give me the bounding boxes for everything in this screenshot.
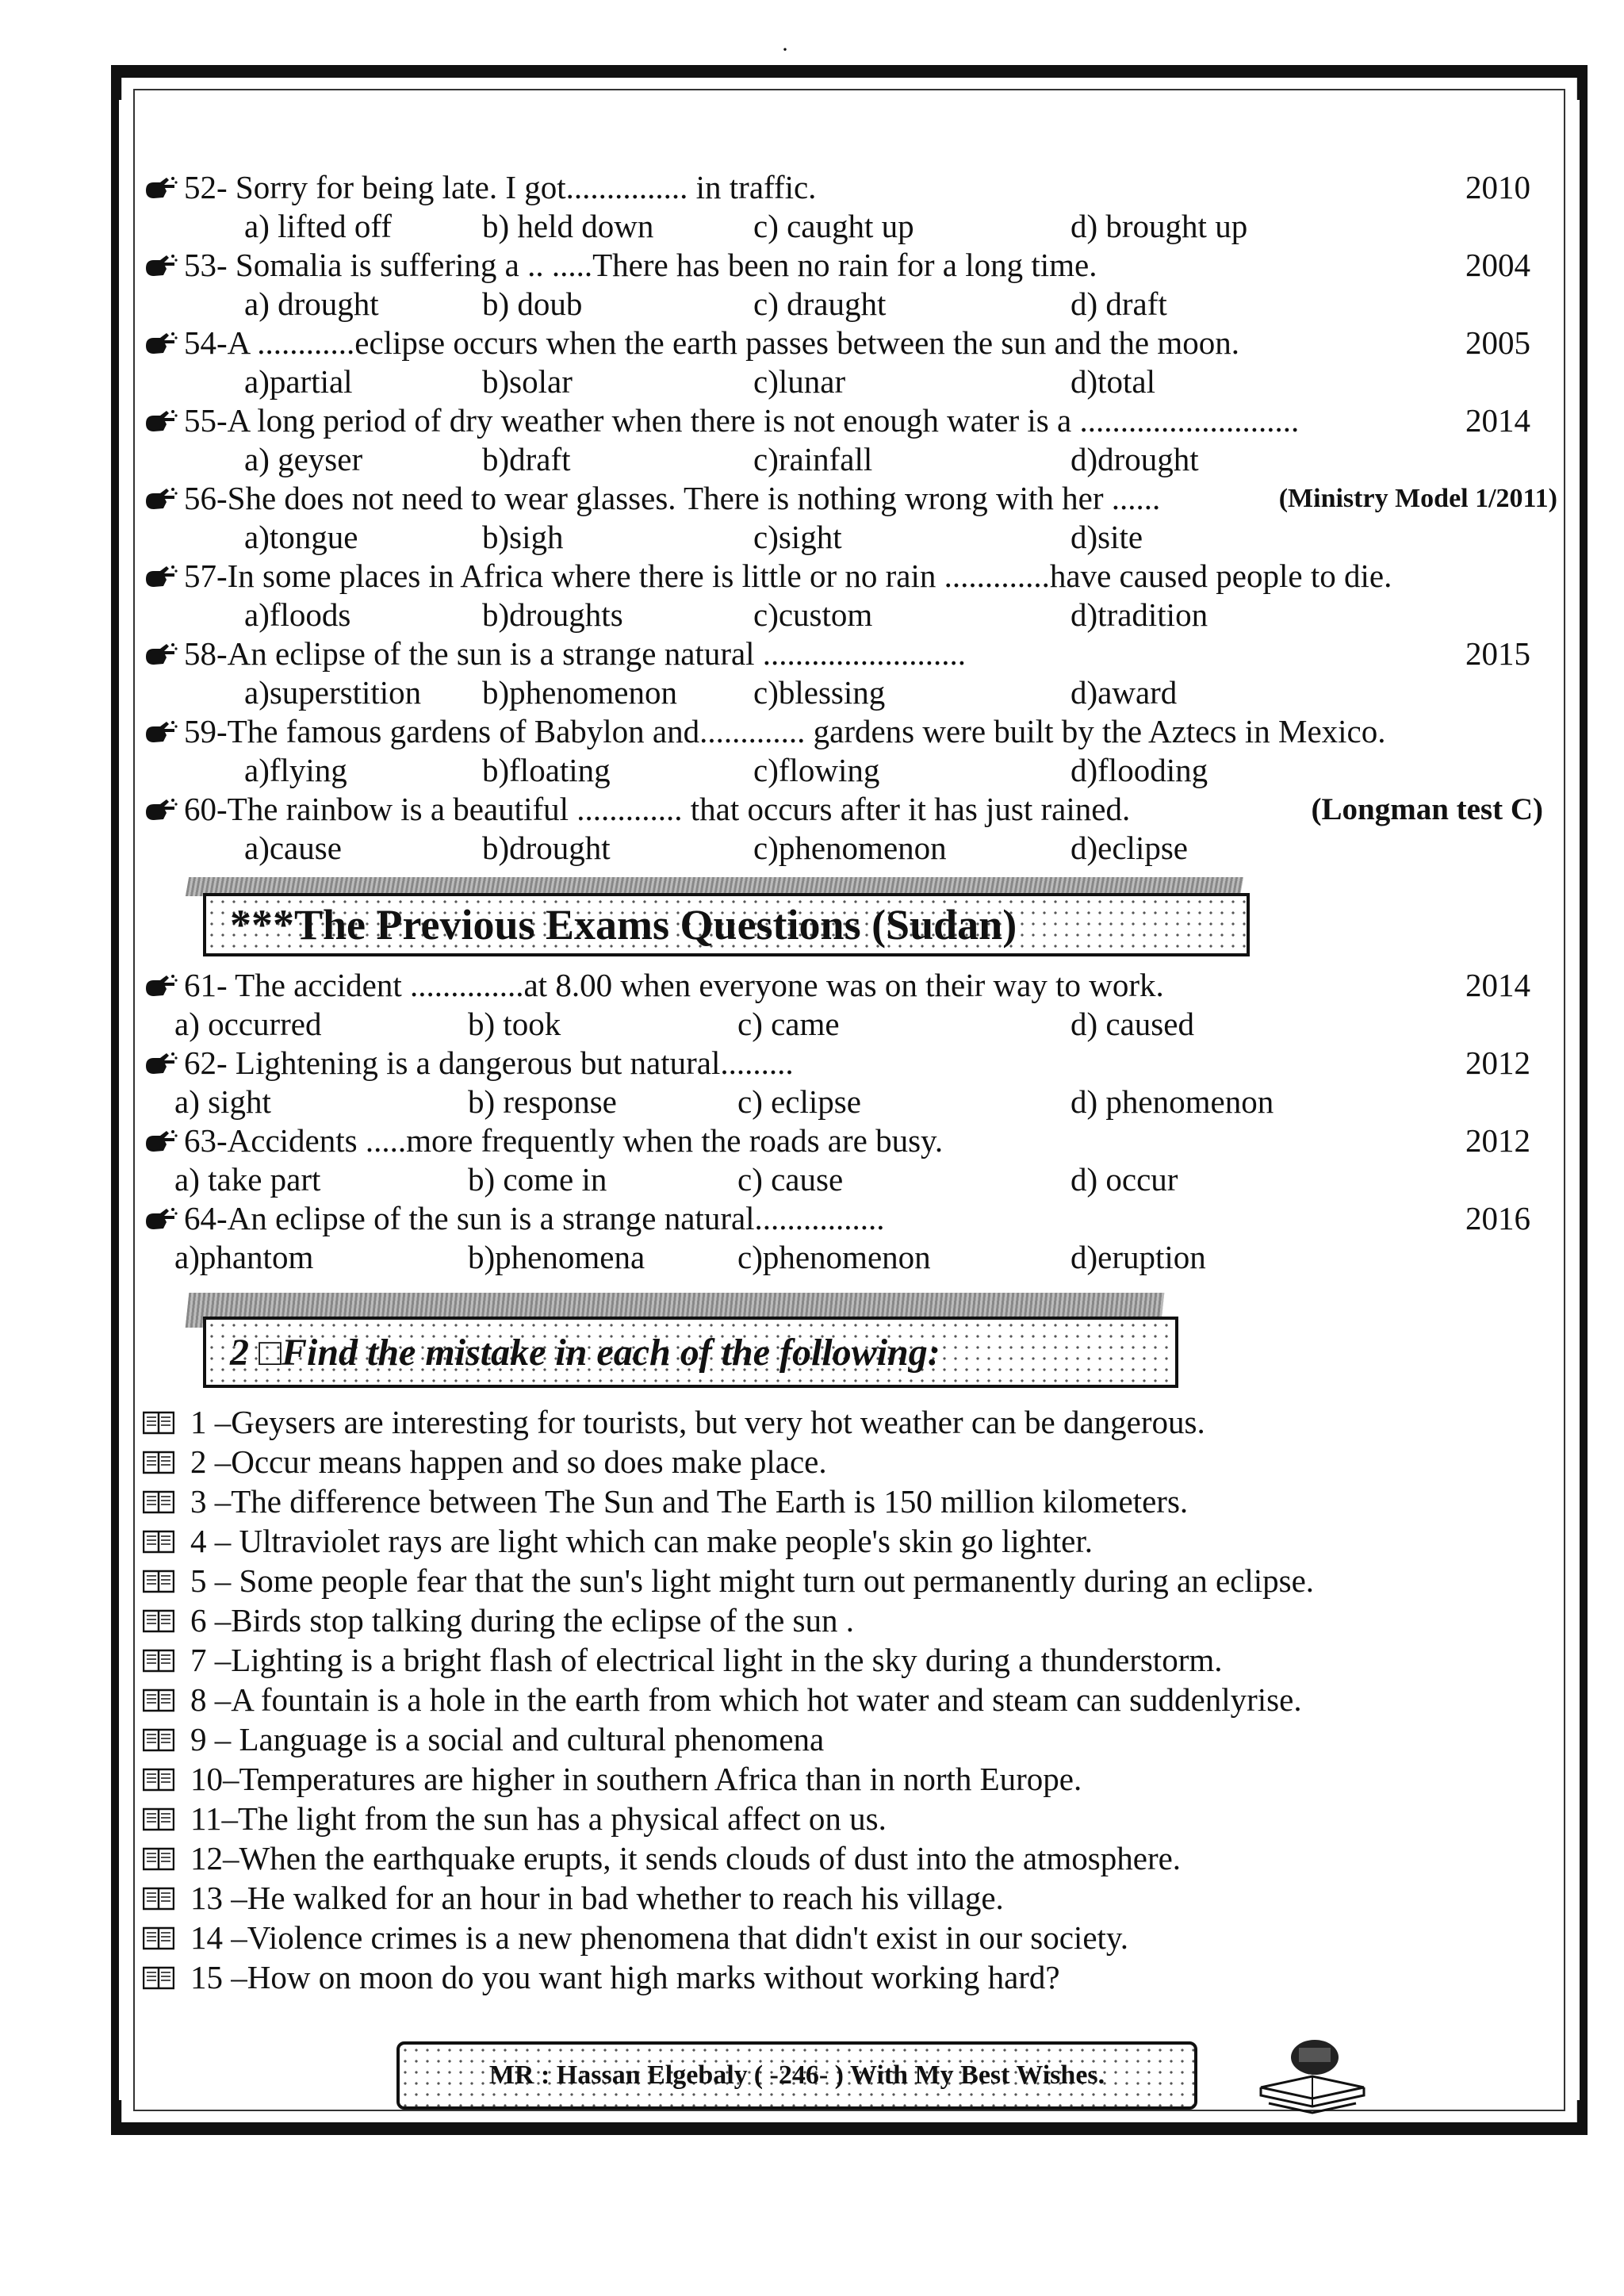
options-row	[143, 440, 1562, 479]
options-row	[143, 1083, 1562, 1121]
answer-option: c)lunar	[753, 363, 846, 400]
answer-option: d) draft	[1071, 286, 1167, 322]
answer-option: d)drought	[1071, 441, 1199, 477]
mistake-item	[143, 1719, 1562, 1759]
answer-option: c)blessing	[753, 674, 886, 711]
answer-option: b)phenomena	[468, 1239, 645, 1275]
pointing-hand-icon	[143, 408, 178, 435]
question-line	[143, 557, 1562, 596]
open-book-icon	[143, 1609, 174, 1633]
answer-option: c)sight	[753, 519, 842, 555]
answer-option: b)drought	[482, 830, 611, 866]
mistake-item	[143, 1442, 1562, 1481]
footer-wishes: With My Best Wishes.	[849, 2060, 1105, 2090]
footer-banner	[396, 2041, 1197, 2110]
answer-option: a)cause	[244, 830, 342, 866]
mistake-text: 11–The light from the sun has a physical affect on us.	[190, 1800, 887, 1837]
question-text: 64-An eclipse of the sun is a strange natural................	[184, 1200, 885, 1236]
pointing-hand-icon	[143, 719, 178, 746]
open-book-icon	[143, 1887, 174, 1911]
mistake-item	[143, 1878, 1562, 1918]
mistake-item	[143, 1521, 1562, 1561]
answer-option: a) sight	[174, 1083, 271, 1120]
answer-option: d)eclipse	[1071, 830, 1188, 866]
question-line	[143, 324, 1562, 362]
open-book-icon	[143, 1807, 174, 1831]
question-year: 2012	[1465, 1045, 1530, 1081]
mistake-text: 10–Temperatures are higher in southern Africa than in north Europe.	[190, 1761, 1082, 1797]
pointing-hand-icon	[143, 252, 178, 279]
answer-option: b)phenomenon	[482, 674, 677, 711]
open-book-icon	[143, 1570, 174, 1593]
open-book-icon	[143, 1768, 174, 1792]
answer-option: d)site	[1071, 519, 1143, 555]
mistake-text: 9 – Language is a social and cultural phenomena	[190, 1721, 825, 1757]
question-year: 2005	[1465, 324, 1530, 361]
question-line	[143, 168, 1562, 207]
question-line	[143, 1044, 1562, 1083]
question-line	[143, 712, 1562, 751]
mistake-text: 1 –Geysers are interesting for tourists, but very hot weather can be dangerous.	[190, 1404, 1205, 1440]
question-year: 2012	[1465, 1122, 1530, 1159]
open-book-icon	[143, 1728, 174, 1752]
options-row	[143, 596, 1562, 634]
open-book-icon	[143, 1847, 174, 1871]
question-text: 60-The rainbow is a beautiful ............. that occurs after it has just rained.	[184, 791, 1131, 827]
question-text: 53- Somalia is suffering a .. .....There has been no rain for a long time.	[184, 247, 1097, 283]
question-line	[143, 790, 1562, 829]
answer-option: c) cause	[737, 1161, 844, 1198]
answer-option: d) brought up	[1071, 208, 1248, 244]
question-line	[143, 1121, 1562, 1160]
answer-option: d)flooding	[1071, 752, 1208, 788]
book-stack-icon	[1253, 2030, 1372, 2118]
mistake-item	[143, 1640, 1562, 1680]
question-year: 2015	[1465, 635, 1530, 672]
pointing-hand-icon	[143, 1050, 178, 1077]
open-book-icon	[143, 1490, 174, 1514]
answer-option: b) doub	[482, 286, 583, 322]
answer-option: c) came	[737, 1006, 840, 1042]
pointing-hand-icon	[143, 330, 178, 357]
answer-option: a)superstition	[244, 674, 422, 711]
answer-option: a) lifted off	[244, 208, 392, 244]
answer-option: b)floating	[482, 752, 611, 788]
options-row	[143, 285, 1562, 324]
footer-page-number: ( -246- )	[753, 2060, 844, 2090]
answer-option: a)floods	[244, 596, 351, 633]
question-line	[143, 1199, 1562, 1238]
question-text: 55-A long period of dry weather when there is not enough water is a ...........................	[184, 402, 1300, 439]
options-row	[143, 751, 1562, 790]
pointing-hand-icon	[143, 485, 178, 512]
question-year: 2014	[1465, 402, 1530, 439]
answer-option: c)flowing	[753, 752, 880, 788]
question-text: 57-In some places in Africa where there is little or no rain .............have caused people to die.	[184, 558, 1392, 594]
answer-option: c)rainfall	[753, 441, 873, 477]
question-year: (Longman test C)	[1311, 792, 1543, 826]
question-year: 2014	[1465, 967, 1530, 1003]
answer-option: d)total	[1071, 363, 1156, 400]
pointing-hand-icon	[143, 641, 178, 668]
question-text: 62- Lightening is a dangerous but natural.........	[184, 1045, 794, 1081]
mistake-item	[143, 1838, 1562, 1878]
answer-option: c) draught	[753, 286, 887, 322]
options-row	[143, 518, 1562, 557]
pointing-hand-icon	[143, 972, 178, 999]
open-book-icon	[143, 1530, 174, 1554]
options-row	[143, 207, 1562, 246]
question-text: 63-Accidents .....more frequently when the roads are busy.	[184, 1122, 944, 1159]
mistake-item	[143, 1957, 1562, 1997]
options-row	[143, 1238, 1562, 1277]
stray-mark: ·	[781, 36, 789, 63]
open-book-icon	[143, 1411, 174, 1435]
question-text: 59-The famous gardens of Babylon and............. gardens were built by the Aztecs in Mexico.	[184, 713, 1386, 749]
answer-option: a) take part	[174, 1161, 321, 1198]
mistake-text: 6 –Birds stop talking during the eclipse of the sun .	[190, 1602, 854, 1639]
mistake-item	[143, 1561, 1562, 1600]
mistake-item	[143, 1402, 1562, 1442]
footer-author: MR : Hassan Elgebaly	[488, 2060, 748, 2090]
options-row	[143, 1005, 1562, 1044]
options-row	[143, 673, 1562, 712]
answer-option: a)partial	[244, 363, 353, 400]
mistake-text: 5 – Some people fear that the sun's light might turn out permanently during an eclipse.	[190, 1562, 1315, 1599]
answer-option: b) took	[468, 1006, 561, 1042]
answer-option: d) occur	[1071, 1161, 1178, 1198]
open-book-icon	[143, 1688, 174, 1712]
mistake-item	[143, 1481, 1562, 1521]
options-row	[143, 1160, 1562, 1199]
question-line	[143, 479, 1562, 518]
answer-option: b) held down	[482, 208, 654, 244]
questions-group-b	[143, 966, 1562, 1277]
answer-option: b)draft	[482, 441, 571, 477]
answer-option: c)phenomenon	[737, 1239, 931, 1275]
open-book-icon	[143, 1649, 174, 1673]
answer-option: d) phenomenon	[1071, 1083, 1274, 1120]
open-book-icon	[143, 1451, 174, 1474]
question-year: 2004	[1465, 247, 1530, 283]
mistake-item	[143, 1918, 1562, 1957]
answer-option: a)phantom	[174, 1239, 314, 1275]
answer-option: c)phenomenon	[753, 830, 947, 866]
pointing-hand-icon	[143, 796, 178, 823]
pointing-hand-icon	[143, 563, 178, 590]
open-book-icon	[143, 1926, 174, 1950]
options-row	[143, 362, 1562, 401]
options-row	[143, 829, 1562, 868]
question-line	[143, 401, 1562, 440]
mistake-item	[143, 1759, 1562, 1799]
answer-option: d)tradition	[1071, 596, 1208, 633]
mistake-text: 3 –The difference between The Sun and The Earth is 150 million kilometers.	[190, 1483, 1189, 1520]
answer-option: a)flying	[244, 752, 347, 788]
answer-option: c) caught up	[753, 208, 914, 244]
answer-option: d)award	[1071, 674, 1178, 711]
answer-option: b) come in	[468, 1161, 607, 1198]
mistake-text: 12–When the earthquake erupts, it sends clouds of dust into the atmosphere.	[190, 1840, 1182, 1876]
mistake-text: 13 –He walked for an hour in bad whether to reach his village.	[190, 1880, 1004, 1916]
mistake-item	[143, 1600, 1562, 1640]
section-banner-mistake	[187, 1293, 1562, 1394]
answer-option: a) occurred	[174, 1006, 322, 1042]
open-book-icon	[143, 1966, 174, 1990]
question-year: (Ministry Model 1/2011)	[1278, 484, 1557, 513]
mistake-item	[143, 1799, 1562, 1838]
question-text: 54-A ............eclipse occurs when the earth passes between the sun and the moon.	[184, 324, 1239, 361]
question-text: 61- The accident ..............at 8.00 when everyone was on their way to work.	[184, 967, 1164, 1003]
mistake-item	[143, 1680, 1562, 1719]
question-text: 58-An eclipse of the sun is a strange natural .........................	[184, 635, 967, 672]
answer-option: a)tongue	[244, 519, 358, 555]
mistake-text: 2 –Occur means happen and so does make place.	[190, 1443, 827, 1480]
section-title: 2 □Find the mistake in each of the following:	[230, 1331, 940, 1374]
question-year: 2016	[1465, 1200, 1530, 1236]
banner-box	[203, 893, 1250, 956]
mistake-text: 4 – Ultraviolet rays are light which can make people's skin go lighter.	[190, 1523, 1094, 1559]
answer-option: c) eclipse	[737, 1083, 861, 1120]
answer-option: a) drought	[244, 286, 379, 322]
pointing-hand-icon	[143, 1205, 178, 1232]
question-line	[143, 966, 1562, 1005]
question-text: 56-She does not need to wear glasses. There is nothing wrong with her ......	[184, 480, 1161, 516]
section-banner-sudan	[187, 877, 1562, 960]
answer-option: b) response	[468, 1083, 617, 1120]
mistake-text: 7 –Lighting is a bright flash of electrical light in the sky during a thunderstorm.	[190, 1642, 1223, 1678]
answer-option: b)sigh	[482, 519, 564, 555]
mistake-text: 8 –A fountain is a hole in the earth from which hot water and steam can suddenlyrise.	[190, 1681, 1302, 1718]
answer-option: d) caused	[1071, 1006, 1194, 1042]
question-text: 52- Sorry for being late. I got............... in traffic.	[184, 169, 817, 205]
answer-option: b)solar	[482, 363, 573, 400]
question-line	[143, 634, 1562, 673]
answer-option: a) geyser	[244, 441, 363, 477]
questions-group-a	[143, 168, 1562, 868]
pointing-hand-icon	[143, 174, 178, 201]
worksheet-content	[143, 168, 1562, 1997]
question-line	[143, 246, 1562, 285]
mistake-text: 15 –How on moon do you want high marks without working hard?	[190, 1959, 1060, 1995]
pointing-hand-icon	[143, 1128, 178, 1155]
banner-box	[203, 1317, 1178, 1388]
mistake-list	[143, 1402, 1562, 1997]
section-title: ***The Previous Exams Questions (Sudan)	[230, 901, 1017, 949]
mistake-text: 14 –Violence crimes is a new phenomena that didn't exist in our society.	[190, 1919, 1128, 1956]
answer-option: b)droughts	[482, 596, 623, 633]
question-year: 2010	[1465, 169, 1530, 205]
answer-option: c)custom	[753, 596, 873, 633]
answer-option: d)eruption	[1071, 1239, 1206, 1275]
